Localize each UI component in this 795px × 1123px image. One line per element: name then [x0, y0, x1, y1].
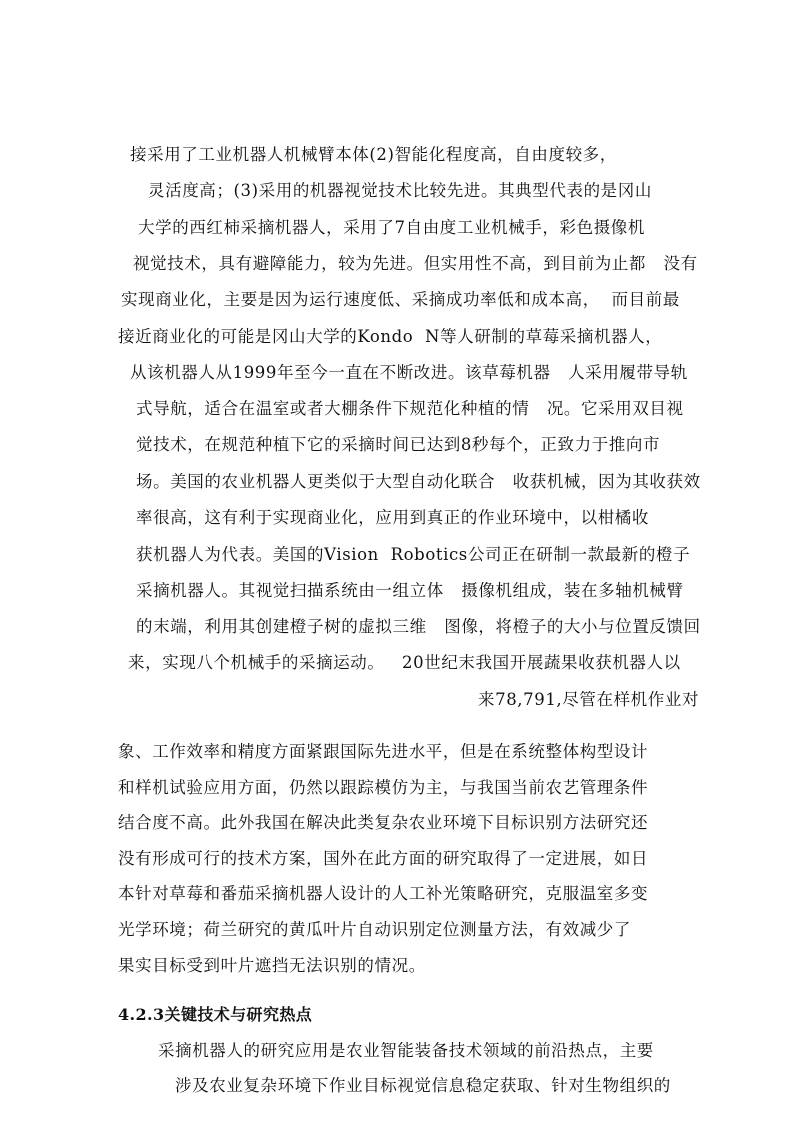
text-line: 本针对草莓和番茄采摘机器人设计的人工补光策略研究，克服温室多变: [118, 884, 649, 903]
text-line: 结合度不高。此外我国在解决此类复杂农业环境下目标识别方法研究还: [118, 813, 649, 832]
text-line: 实现商业化，主要是因为运行速度低、采摘成功率低和成本高， 而目前最: [121, 290, 680, 309]
text-line: 和样机试验应用方面，仍然以跟踪模仿为主，与我国当前农艺管理条件: [118, 778, 649, 797]
text-line: 果实目标受到叶片遮挡无法识别的情况。: [118, 956, 426, 975]
text-line: 接近商业化的可能是冈山大学的Kondo N等人研制的草莓采摘机器人，: [118, 327, 663, 346]
text-line: 光学环境；荷兰研究的黄瓜叶片自动识别定位测量方法，有效减少了: [118, 920, 631, 939]
text-line: 来，实现八个机械手的采摘运动。 20世纪末我国开展蔬果收获机器人以: [128, 653, 681, 672]
text-line: 象、工作效率和精度方面紧跟国际先进水平，但是在系统整体构型设计: [118, 742, 649, 761]
text-line: 场。美国的农业机器人更类似于大型自动化联合 收获机械，因为其收获效: [136, 472, 701, 491]
text-line: 采摘机器人。其视觉扫描系统由一组立体 摄像机组成，装在多轴机械臂: [136, 581, 684, 600]
text-line: 灵活度高；(3)采用的机器视觉技术比较先进。其典型代表的是冈山: [148, 181, 652, 200]
text-line: 没有形成可行的技术方案，国外在此方面的研究取得了一定进展，如日: [118, 849, 649, 868]
text-line: 涉及农业复杂环境下作业目标视觉信息稳定获取、针对生物组织的: [175, 1076, 671, 1095]
text-line: 从该机器人从1999年至今一直在不断改进。该草莓机器 人采用履带导轨: [130, 363, 688, 382]
text-line: 的末端，利用其创建橙子树的虚拟三维 图像，将橙子的大小与位置反馈回: [136, 617, 701, 636]
text-line: 式导航，适合在温室或者大棚条件下规范化种植的情 况。它采用双目视: [136, 399, 684, 418]
text-line: 来78,791,尽管在样机作业对: [478, 690, 700, 709]
text-line: 大学的西红柿采摘机器人，采用了7自由度工业机械手，彩色摄像机: [138, 218, 645, 237]
text-line: 视觉技术，具有避障能力，较为先进。但实用性不高，到目前为止都 没有: [133, 254, 698, 273]
text-line: 觉技术，在规范种植下它的采摘时间已达到8秒每个，正致力于推向市: [136, 435, 661, 454]
text-line: 接采用了工业机器人机械臂本体(2)智能化程度高，自由度较多，: [130, 145, 617, 164]
section-heading: 4.2.3关键技术与研究热点: [118, 1005, 313, 1024]
text-line: 采摘机器人的研究应用是农业智能装备技术领域的前沿热点，主要: [158, 1041, 654, 1060]
text-line: 获机器人为代表。美国的Vision Robotics公司正在研制一款最新的橙子: [136, 545, 691, 564]
text-line: 率很高，这有利于实现商业化，应用到真正的作业环境中，以柑橘收: [136, 508, 649, 527]
